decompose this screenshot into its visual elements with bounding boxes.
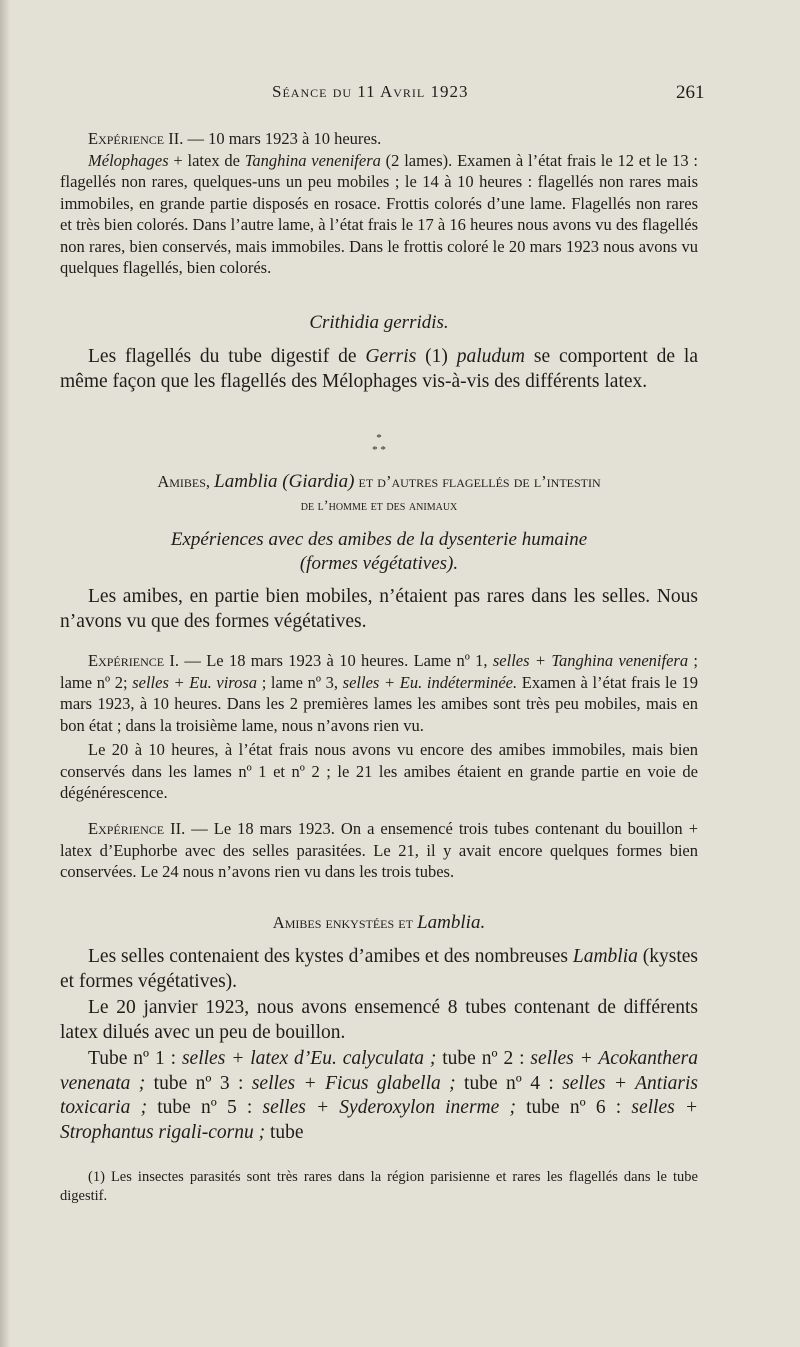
footnote: (1) Les insectes parasités sont très rares dans la région parisienne et rares les flagellés dans le tube digestif. — [60, 1169, 698, 1204]
running-title: Séance du 11 Avril 1923 — [272, 82, 469, 101]
section-separator-asterisks: * * * — [372, 432, 386, 456]
paragraph: Mélophages + latex de Tanghina venenifera (2 lames). Examen à l’état frais le 12 et le 13 : flagellés non rares, quelques-uns un peu mobiles ; le 14 à 10 heures : flagellés non rares mais immobiles, en grande partie disposés en rosace. Frottis colorés d’une lame. Flagellés non rares et très bien colorés. Dans l’autre lame, à l’état frais le 17 à 16 heures nous avons vu des flagellés non rares, bien conservés, mais immobiles. Dans le frottis coloré le 20 mars 1923 nous avons vu quelques flagellés, bien colorés. — [60, 150, 698, 277]
experience-ii-amibes: Expérience II. — Le 18 mars 1923. On a ensemencé trois tubes contenant du bouillon + latex d’Euphorbe avec des selles parasitées. Le 21, il y avait encore quelques formes bien conservées. Le 24 nous n’avons rien vu dans les trois tubes. — [60, 819, 698, 881]
section-heading-enkystees: Amibes enkystées et Lamblia. — [272, 912, 486, 933]
experience-label: Expérience II. — [88, 129, 184, 148]
experience-ii-melophages — [60, 128, 698, 279]
experience-label: Expérience II. — [88, 819, 186, 838]
section-heading-amibes: Amibes, Lamblia (Giardia) et d’autres flagellés de l’intestin de l’homme et des animaux — [157, 471, 601, 514]
experience-i-amibes: Expérience I. — Le 18 mars 1923 à 10 heures. Lame nº 1, selles + Tanghina venenifera ; lame nº 2; selles + Eu. virosa ; lame nº 3, selles + Eu. indéterminée. Examen à l’état frais le 19 mars 1923, à 10 heures. Dans les 2 premières lames les amibes sont très peu mobiles, mais en bon état ; dans la troisième lame, nous n’avons rien vu. Le 20 à 10 heures, à l’état frais nous avons vu encore des amibes immobiles, mais bien conservés dans les lames nº 1 et nº 2 ; le 21 les amibes étaient en grande partie en voie de dégénérescence. — [60, 651, 699, 802]
binding-shadow — [0, 0, 10, 1347]
crithidia-paragraph: Les flagellés du tube digestif de Gerris (1) paludum se comportent de la même façon que les flagellés des Mélophages vis-à-vis des différents latex. — [60, 346, 698, 392]
page-header — [0, 82, 800, 112]
page-number: 261 — [676, 82, 705, 103]
section-title-crithidia: Crithidia gerridis. — [309, 312, 449, 333]
paragraph: Expérience II. — 10 mars 1923 à 10 heures. — [88, 129, 382, 148]
enkystees-text: Les selles contenaient des kystes d’amibes et des nombreuses Lamblia (kystes et formes végétatives). Le 20 janvier 1923, nous avons ensemencé 8 tubes contenant de différents latex dilués avec un peu de bouillon. Tube nº 1 : selles + latex d’Eu. calyculata ; tube nº 2 : selles + Acokanthera venenata ; tube nº 3 : selles + Ficus glabella ; tube nº 4 : selles + Antiaris toxicaria ; tube nº 5 : selles + Syderoxylon inerme ; tube nº 6 : selles + Strophantus rigali-cornu ; tube — [60, 946, 699, 1143]
subsection-title-dysenterie: Expériences avec des amibes de la dysenterie humaine (formes végétatives). — [170, 529, 588, 574]
amibes-intro-paragraph: Les amibes, en partie bien mobiles, n’étaient pas rares dans les selles. Nous n’avons vu que des formes végétatives. — [60, 586, 698, 632]
experience-label: Expérience I. — [88, 651, 180, 670]
